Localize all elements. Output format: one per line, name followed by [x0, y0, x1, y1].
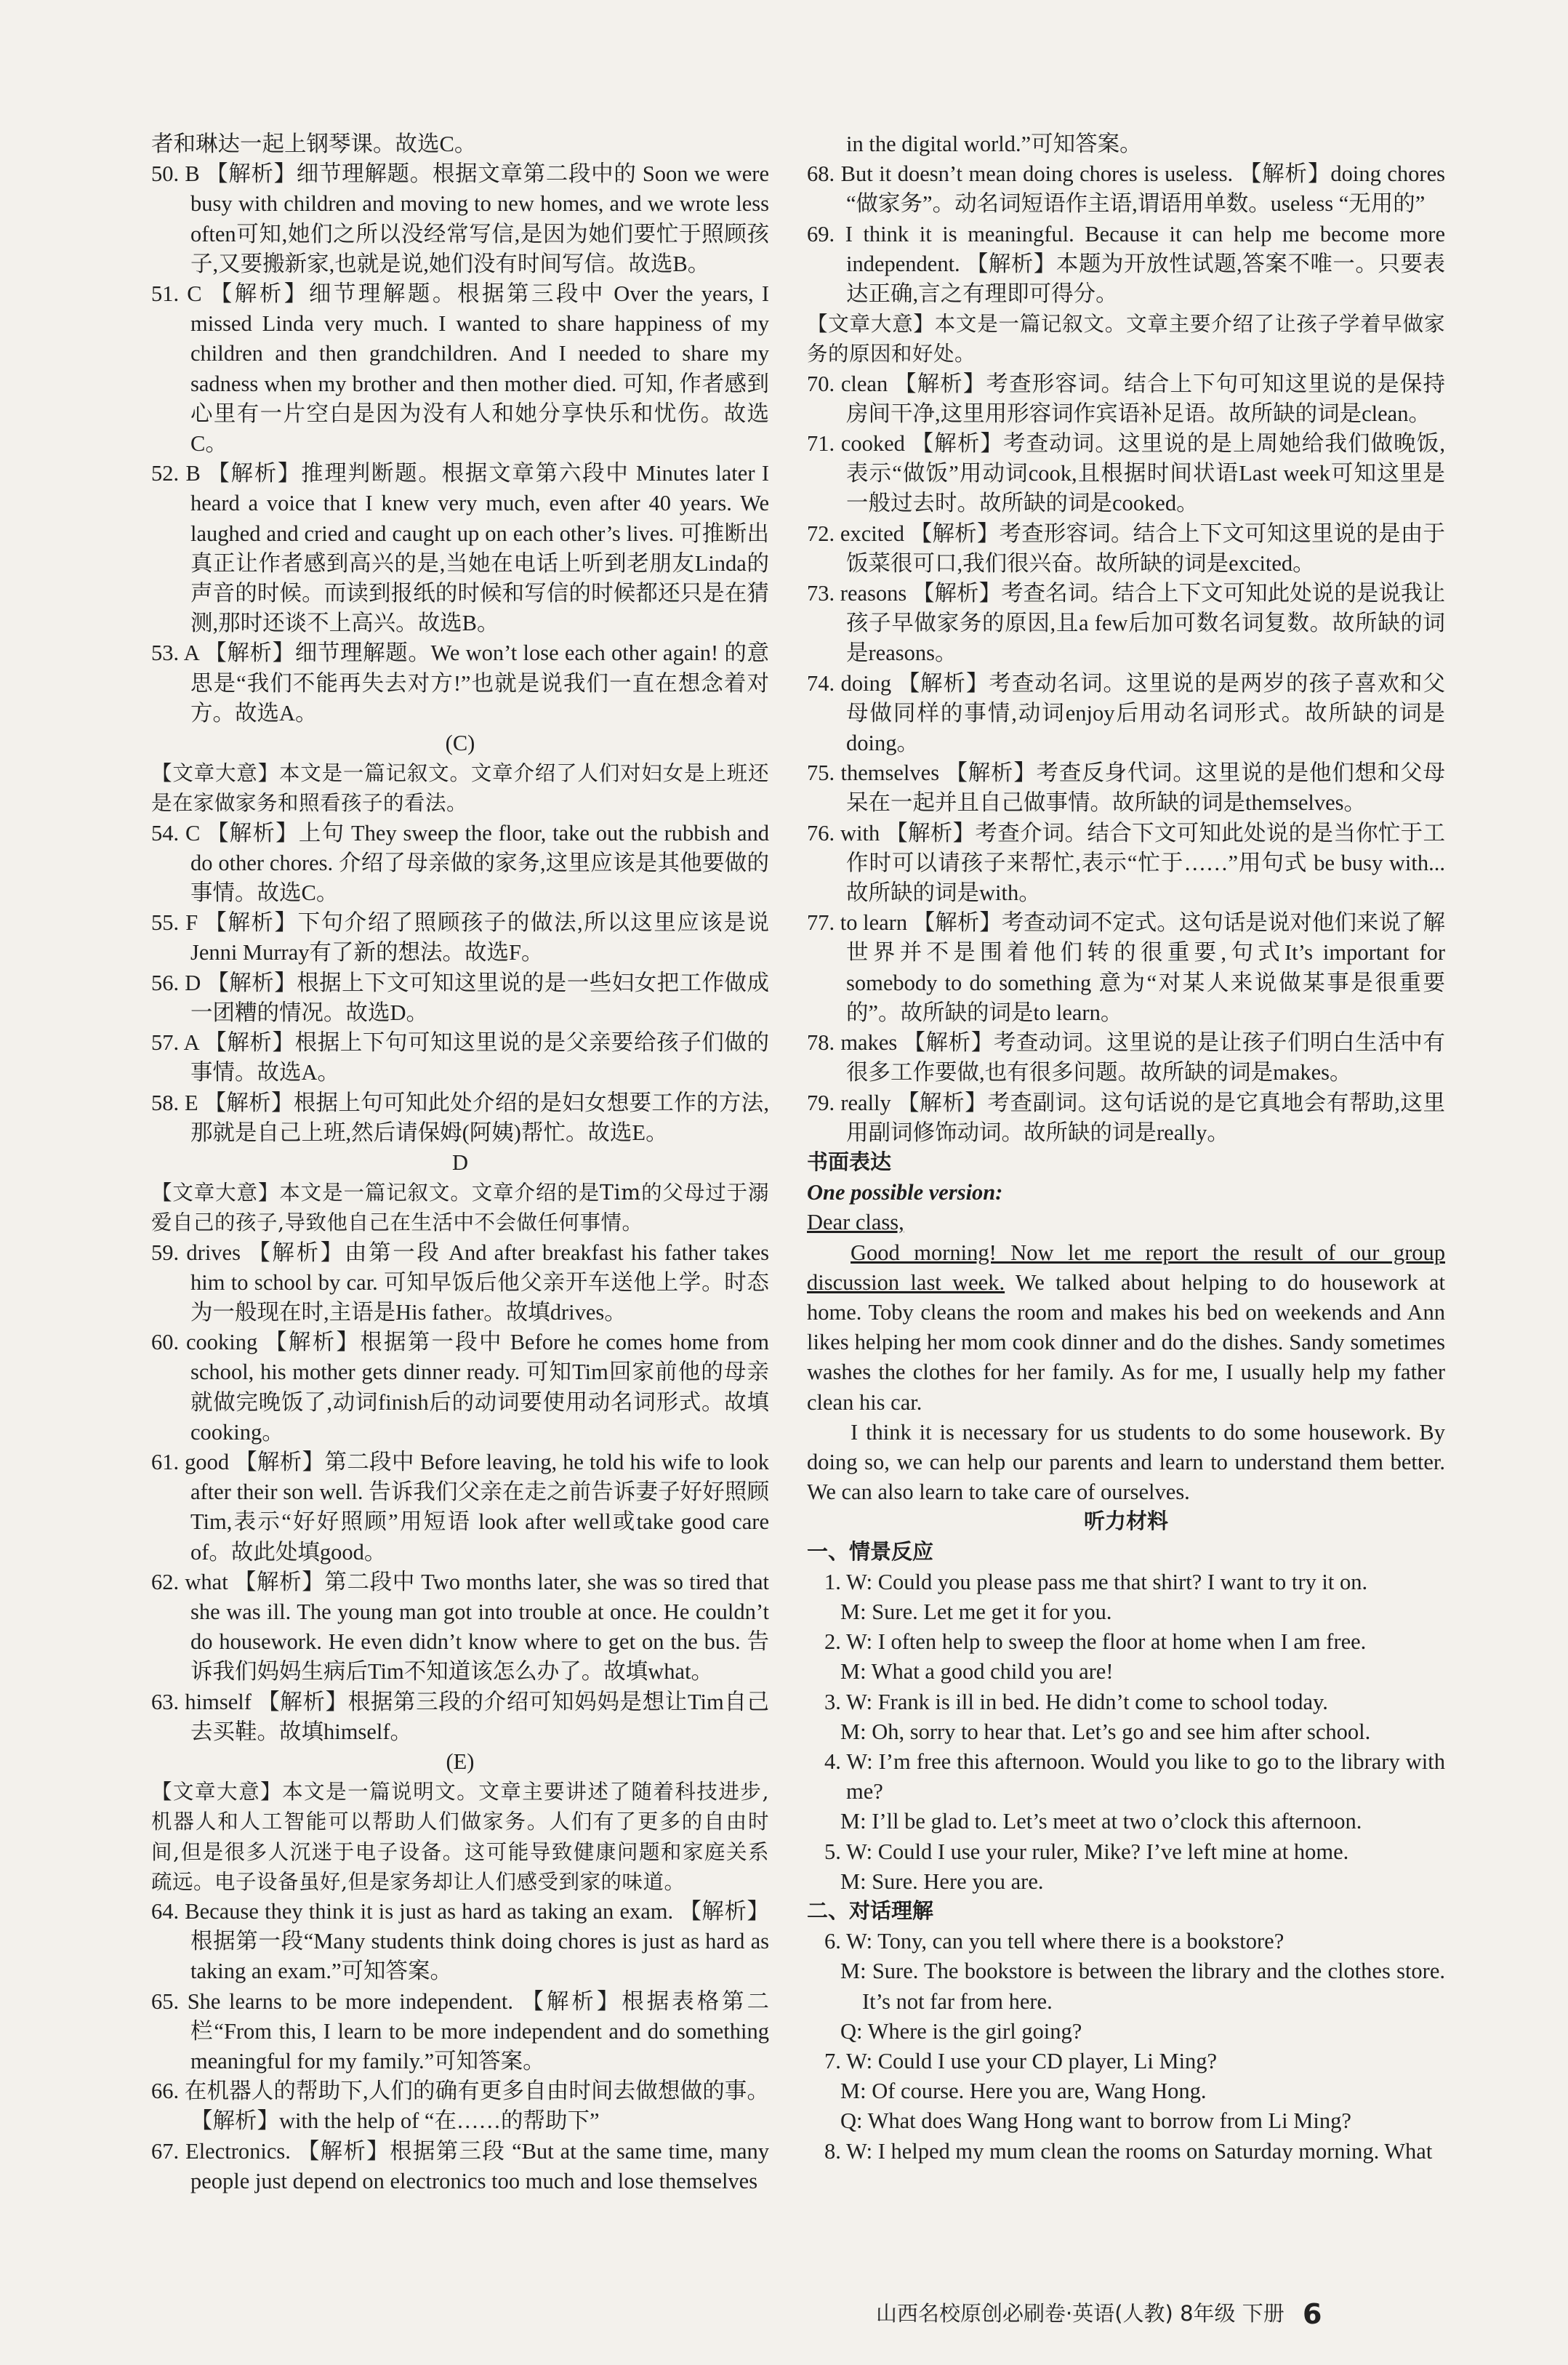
- passage-label: (C): [445, 731, 475, 756]
- answer-item: 50. B 【解析】细节理解题。根据文章第二段中的 Soon we were busy with children and moving to new homes, and we wrote less often可知,她们之所以没经常写信,是因为她们要忙于照顾孩子,又要搬新家,也就是说,她们没有时间写信。故选B。: [151, 161, 769, 276]
- answer-item: 64. Because they think it is just as hard as taking an exam. 【解析】根据第一段“Many students think doing chores is just as hard as taking an exam.”可知答案。: [151, 1898, 769, 1984]
- writing-heading: 书面表达: [807, 1150, 892, 1174]
- listening-section-1: [807, 1567, 1445, 1897]
- right-column: [807, 129, 1445, 2167]
- article-summary: 【文章大意】本文是一篇记叙文。文章介绍的是Tim的父母过于溺爱自己的孩子,导致他自己在生活中不会做任何事情。: [151, 1181, 769, 1235]
- page-footer: [876, 2297, 1443, 2330]
- left-column: [151, 129, 769, 2196]
- answer-item: 56. D 【解析】根据上下文可知这里说的是一些妇女把工作做成一团糟的情况。故选D。: [151, 970, 769, 1025]
- dialogue-line: 5. W: Could I use your ruler, Mike? I’ve left mine at home.: [824, 1839, 1349, 1864]
- dialogue-line: 7. W: Could I use your CD player, Li Ming?: [824, 2049, 1218, 2073]
- writing-paragraph-1: [807, 1238, 1445, 1418]
- answer-item: 72. excited 【解析】考查形容词。结合上下文可知这里说的是由于饭菜很可口,我们很兴奋。故所缺的词是excited。: [807, 521, 1445, 576]
- dialogue-line: M: Oh, sorry to hear that. Let’s go and see him after school.: [840, 1719, 1371, 1744]
- answer-item: 65. She learns to be more independent. 【解析】根据表格第二栏“From this, I learn to be more independent and do something meaningful for my family.”可知答案。: [151, 1988, 769, 2073]
- answer-item: 53. A 【解析】细节理解题。We won’t lose each other again! 的意思是“我们不能再失去对方!”也就是说我们一直在想念着对方。故选A。: [151, 641, 769, 726]
- listening-section-2-heading: 二、对话理解: [807, 1899, 934, 1923]
- answer-item: 55. F 【解析】下句介绍了照顾孩子的做法,所以这里应该是说 Jenni Murray有了新的想法。故选F。: [151, 910, 769, 965]
- answer-item: 54. C 【解析】上句 They sweep the floor, take out the rubbish and do other chores. 介绍了母亲做的家务,这里应该是其他要做的事情。故选C。: [151, 820, 769, 906]
- listening-section-2: [807, 1927, 1445, 2167]
- dialogue-line: 3. W: Frank is ill in bed. He didn’t come to school today.: [824, 1689, 1328, 1714]
- answer-item: 57. A 【解析】根据上下句可知这里说的是父亲要给孩子们做的事情。故选A。: [151, 1030, 769, 1085]
- listening-heading: 听力材料: [1083, 1510, 1168, 1534]
- answer-item: 76. with 【解析】考查介词。结合下文可知此处说的是当你忙于工作时可以请孩子来帮忙,表示“忙于……”用句式 be busy with...故所缺的词是with。: [807, 820, 1445, 906]
- dialogue-line: 1. W: Could you please pass me that shirt? I want to try it on.: [824, 1569, 1368, 1594]
- dialogue-line: Q: Where is the girl going?: [840, 2018, 1082, 2044]
- answer-item: 68. But it doesn’t mean doing chores is useless. 【解析】doing chores “做家务”。动名词短语作主语,谓语用单数。useless “无用的”: [807, 161, 1445, 217]
- writing-version-label: One possible version:: [807, 1180, 1003, 1205]
- answer-item: 70. clean 【解析】考查形容词。结合上下句可知这里说的是保持房间干净,这里用形容词作宾语补足语。故所缺的词是clean。: [807, 371, 1445, 426]
- answer-item: 60. cooking 【解析】根据第一段中 Before he comes home from school, his mother gets dinner ready. 可知Tim回家前他的母亲就做完晚饭了,动词finish后的动词要使用动名词形式。故填cooking。: [151, 1330, 769, 1445]
- answer-item: 79. really 【解析】考查副词。这句话说的是它真地会有帮助,这里用副词修饰动词。故所缺的词是really。: [807, 1090, 1445, 1145]
- answer-item: 75. themselves 【解析】考查反身代词。这里说的是他们想和父母呆在一起并且自己做事情。故所缺的词是themselves。: [807, 760, 1445, 816]
- answer-item: 71. cooked 【解析】考查动词。这里说的是上周她给我们做晚饭,表示“做饭”用动词cook,且根据时间状语Last week可知这里是一般过去时。故所缺的词是cooked。: [807, 431, 1445, 516]
- dialogue-line: M: I’ll be glad to. Let’s meet at two o’clock this afternoon.: [840, 1809, 1362, 1834]
- dialogue-line: 8. W: I helped my mum clean the rooms on Saturday morning. What: [824, 2138, 1433, 2164]
- answer-item: 52. B 【解析】推理判断题。根据文章第六段中 Minutes later I heard a voice that I knew very much, even after 40 years. We laughed and cried and caught up on each other’s lives. 可推断出真正让作者感到高兴的是,当她在电话上听到老朋友Linda的声音的时候。而读到报纸的时候和写信的时候都还只是在猜测,那时还谈不上高兴。故选B。: [151, 461, 769, 636]
- footer-book-title: 山西名校原创必刷卷·英语(人教) 8年级 下册: [876, 2301, 1284, 2326]
- answer-item: 58. E 【解析】根据上句可知此处介绍的是妇女想要工作的方法,那就是自己上班,然后请保姆(阿姨)帮忙。故选E。: [151, 1090, 769, 1145]
- passage-label: (E): [446, 1748, 475, 1774]
- answer-item: 78. makes 【解析】考查动词。这里说的是让孩子们明白生活中有很多工作要做,也有很多问题。故所缺的词是makes。: [807, 1030, 1445, 1085]
- article-summary: 【文章大意】本文是一篇记叙文。文章介绍了人们对妇女是上班还是在家做家务和照看孩子的看法。: [151, 761, 769, 816]
- writing-paragraph-2: I think it is necessary for us students to do some housework. By doing so, we can help our parents and learn to understand them better. We can also learn to take care of ourselves.: [807, 1419, 1445, 1505]
- dialogue-line: 2. W: I often help to sweep the floor at home when I am free.: [824, 1629, 1367, 1655]
- answer-item: 74. doing 【解析】考查动名词。这里说的是两岁的孩子喜欢和父母做同样的事情,动词enjoy后用动名词形式。故所缺的词是doing。: [807, 670, 1445, 756]
- answer-item: 59. drives 【解析】由第一段 And after breakfast his father takes him to school by car. 可知早饭后他父亲开车送他上学。时态为一般现在时,主语是His father。故填drives。: [151, 1240, 769, 1325]
- answer-item: 62. what 【解析】第二段中 Two months later, she was so tired that she was ill. The young man got into trouble at once. He couldn’t do housework. He even didn’t know where to get on the bus. 告诉我们妈妈生病后Tim不知道该怎么办了。故填what。: [151, 1569, 769, 1685]
- writing-underlined-text: Good morning! Now let me report the result of our group discussion last week.: [807, 1240, 1445, 1295]
- dialogue-line: M: Sure. The bookstore is between the library and the clothes store. It’s not far from here.: [840, 1959, 1445, 2014]
- answer-item: 67. Electronics. 【解析】根据第三段 “But at the same time, many people just depend on electronics too much and lose themselves: [151, 2138, 769, 2193]
- continued-text: 者和琳达一起上钢琴课。故选C。: [151, 132, 477, 156]
- dialogue-line: M: Sure. Let me get it for you.: [840, 1599, 1112, 1624]
- writing-salutation: Dear class,: [807, 1210, 904, 1235]
- answer-item: 51. C 【解析】细节理解题。根据第三段中 Over the years, I missed Linda very much. I wanted to share happiness of my children and then grandchildren. And I needed to share my sadness when my brother and then mother died. 可知, 作者感到心里有一片空白是因为没有人和她分享快乐和忧伤。故选C。: [151, 281, 769, 457]
- dialogue-line: 6. W: Tony, can you tell where there is a bookstore?: [824, 1929, 1284, 1954]
- continued-text: in the digital world.”可知答案。: [846, 132, 1142, 156]
- listening-section-1-heading: 一、情景反应: [807, 1540, 934, 1564]
- answer-item: 63. himself 【解析】根据第三段的介绍可知妈妈是想让Tim自己去买鞋。故填himself。: [151, 1689, 769, 1744]
- article-summary: 【文章大意】本文是一篇记叙文。文章主要介绍了让孩子学着早做家务的原因和好处。: [807, 312, 1445, 366]
- article-summary: 【文章大意】本文是一篇说明文。文章主要讲述了随着科技进步,机器人和人工智能可以帮助人们做家务。人们有了更多的自由时间,但是很多人沉迷于电子设备。这可能导致健康问题和家庭关系疏远。电子设备虽好,但是家务却让人们感受到家的味道。: [151, 1780, 769, 1894]
- dialogue-line: M: Of course. Here you are, Wang Hong.: [840, 2079, 1207, 2104]
- answer-item: 69. I think it is meaningful. Because it can help me become more independent. 【解析】本题为开放性试题,答案不唯一。只要表达正确,言之有理即可得分。: [807, 221, 1445, 307]
- passage-label: D: [451, 1149, 469, 1175]
- answer-item: 73. reasons 【解析】考查名词。结合上下文可知此处说的是说我让孩子早做家务的原因,且a few后加可数名词复数。故所缺的词是reasons。: [807, 581, 1445, 666]
- dialogue-line: Q: What does Wang Hong want to borrow from Li Ming?: [840, 2108, 1351, 2134]
- writing-paragraph-1-rest: We talked about helping to do housework at home. Toby cleans the room and makes his bed on weekends and Ann likes helping her mom cook dinner and do the dishes. Sandy sometimes washes the clothes for her family. As for me, I usually help my father clean his car.: [807, 1269, 1445, 1415]
- dialogue-line: M: What a good child you are!: [840, 1659, 1114, 1685]
- dialogue-line: 4. W: I’m free this afternoon. Would you like to go to the library with me?: [824, 1748, 1445, 1804]
- dialogue-line: M: Sure. Here you are.: [840, 1868, 1044, 1894]
- answer-items-right: [807, 129, 1445, 1148]
- answer-item: 77. to learn 【解析】考查动词不定式。这句话是说对他们来说了解世界并不是围着他们转的很重要,句式It’s important for somebody to do something 意为“对某人来说做某事是很重要的”。故所缺的词是to learn。: [807, 910, 1445, 1025]
- page-number: 6: [1302, 2298, 1322, 2330]
- answer-item: 61. good 【解析】第二段中 Before leaving, he told his wife to look after their son well. 告诉我们父亲在走之前告诉妻子好好照顾Tim,表示“好好照顾”用短语 look after well或take good care of。故此处填good。: [151, 1449, 769, 1565]
- answer-item: 66. 在机器人的帮助下,人们的确有更多自由时间去做想做的事。【解析】with the help of “在……的帮助下”: [151, 2079, 769, 2134]
